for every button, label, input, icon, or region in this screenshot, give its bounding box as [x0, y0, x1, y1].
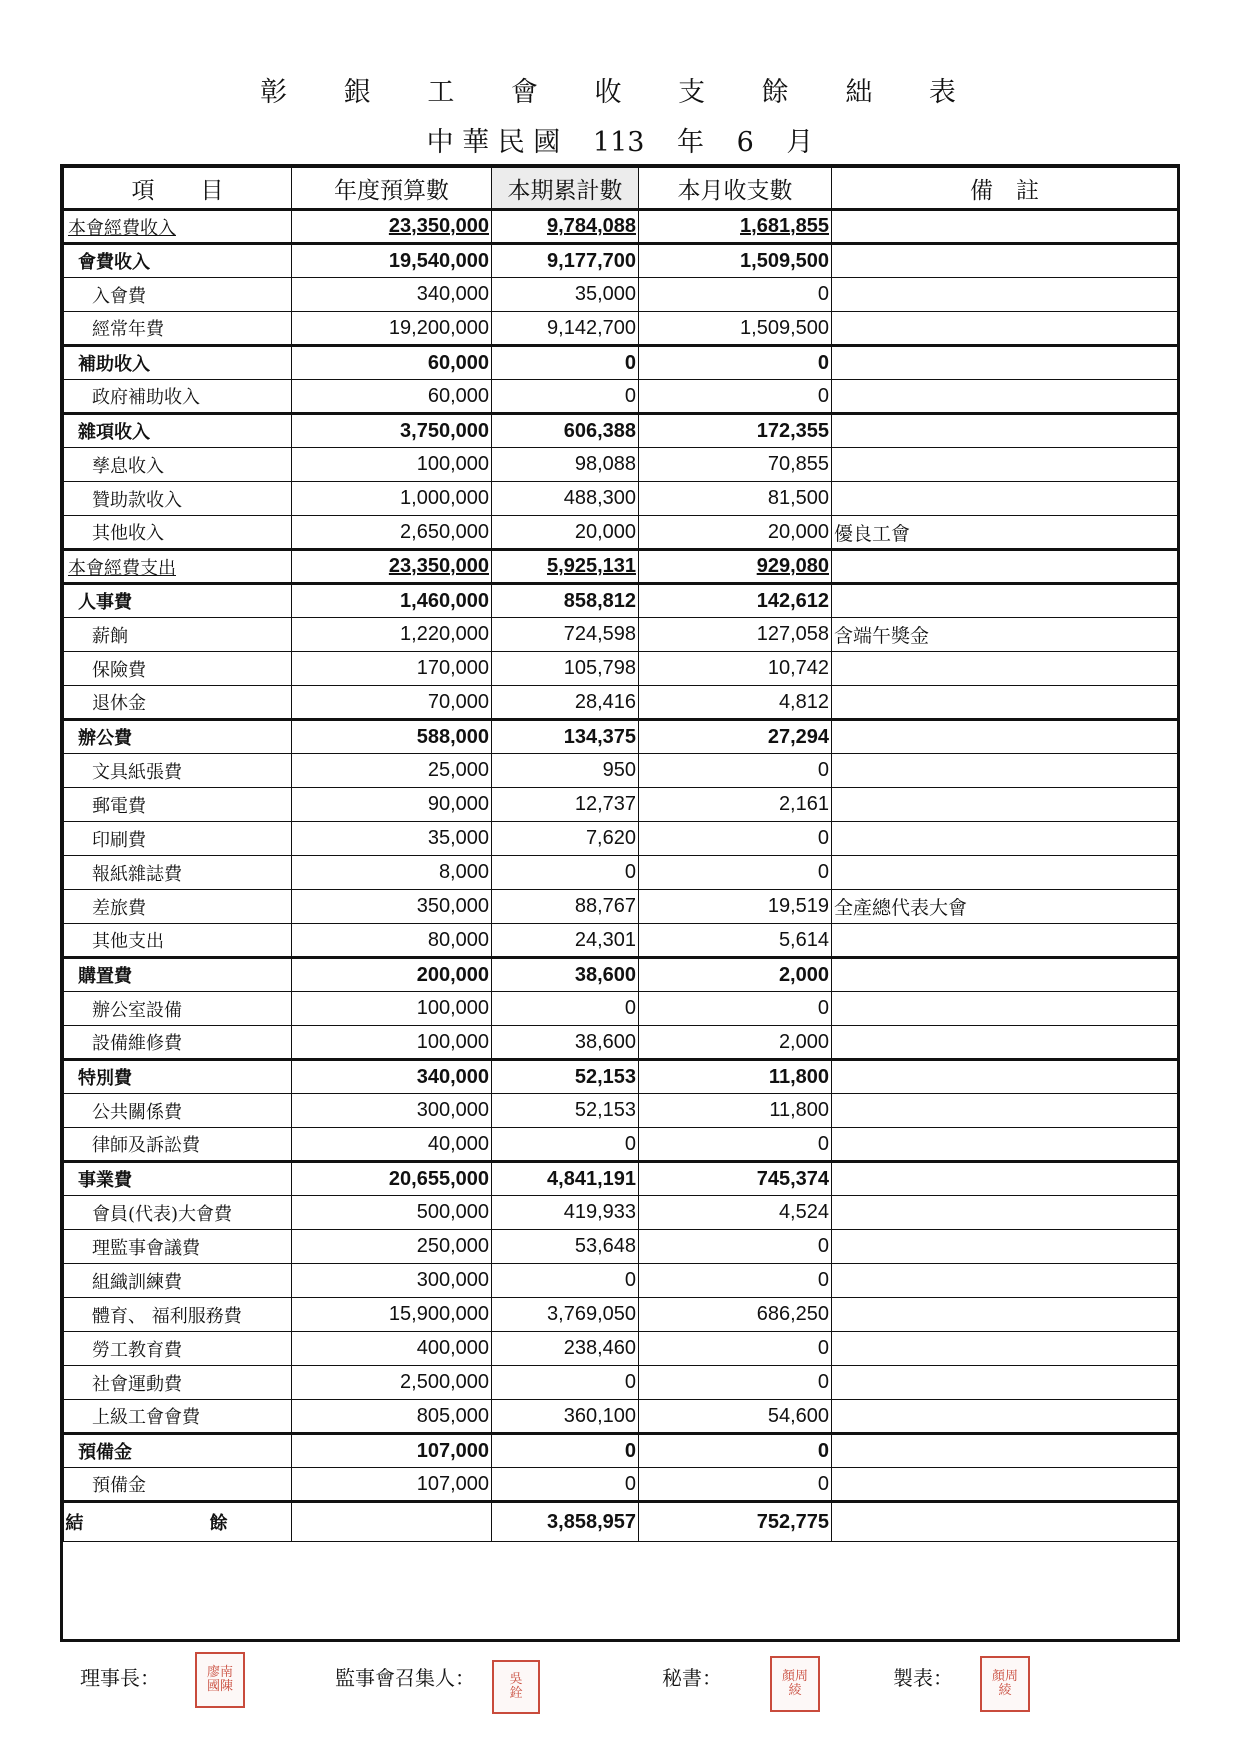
item-cell: 事業費 [64, 1162, 292, 1196]
preparer-seal-text: 顏周 綾 [991, 1669, 1018, 1698]
monthly-cell: 1,681,855 [639, 210, 832, 244]
cumulative-cell: 105,798 [492, 652, 639, 686]
cumulative-cell: 52,153 [492, 1060, 639, 1094]
item-cell: 本會經費支出 [64, 550, 292, 584]
cumulative-cell: 4,841,191 [492, 1162, 639, 1196]
monthly-cell: 19,519 [639, 890, 832, 924]
remark-cell [832, 1230, 1178, 1264]
secretary-seal [770, 1656, 820, 1712]
cumulative-cell: 28,416 [492, 686, 639, 720]
detail-row [64, 822, 1178, 856]
detail-row [64, 312, 1178, 346]
monthly-cell: 2,000 [639, 1026, 832, 1060]
remark-cell: 含端午獎金 [832, 618, 1178, 652]
budget-cell: 588,000 [292, 720, 492, 754]
cumulative-cell: 0 [492, 346, 639, 380]
cumulative-cell: 0 [492, 992, 639, 1026]
cumulative-cell: 52,153 [492, 1094, 639, 1128]
total-row [64, 1502, 1178, 1542]
item-cell: 辦公費 [64, 720, 292, 754]
remark-cell [832, 482, 1178, 516]
budget-cell: 25,000 [292, 754, 492, 788]
detail-row [64, 618, 1178, 652]
preparer-label: 製表： [893, 1666, 953, 1690]
monthly-cell: 142,612 [639, 584, 832, 618]
detail-row [64, 1400, 1178, 1434]
detail-row [64, 1196, 1178, 1230]
budget-cell: 107,000 [292, 1434, 492, 1468]
secretary-label: 秘書： [662, 1666, 722, 1690]
monthly-cell: 0 [639, 1434, 832, 1468]
budget-cell: 250,000 [292, 1230, 492, 1264]
period-era: 中 華 民 國 [426, 127, 561, 158]
detail-row [64, 516, 1178, 550]
period-month: 6 [736, 127, 754, 158]
monthly-cell: 0 [639, 380, 832, 414]
detail-row [64, 686, 1178, 720]
budget-cell: 500,000 [292, 1196, 492, 1230]
header-monthly: 本月收支數 [639, 168, 832, 210]
budget-cell: 350,000 [292, 890, 492, 924]
monthly-cell: 0 [639, 1128, 832, 1162]
monthly-cell: 0 [639, 754, 832, 788]
cumulative-cell: 858,812 [492, 584, 639, 618]
period-year-unit: 年 [677, 127, 705, 158]
monthly-cell: 10,742 [639, 652, 832, 686]
remark-cell [832, 244, 1178, 278]
header-cumulative: 本期累計數 [492, 168, 639, 210]
detail-row [64, 1094, 1178, 1128]
remark-cell [832, 652, 1178, 686]
item-cell: 社會運動費 [64, 1366, 292, 1400]
sub-row [64, 1060, 1178, 1094]
header-budget: 年度預算數 [292, 168, 492, 210]
budget-cell: 300,000 [292, 1094, 492, 1128]
item-cell: 理監事會議費 [64, 1230, 292, 1264]
remark-cell [832, 788, 1178, 822]
remark-cell [832, 1196, 1178, 1230]
budget-cell: 70,000 [292, 686, 492, 720]
remark-cell [832, 1094, 1178, 1128]
sub-row [64, 1162, 1178, 1196]
monthly-cell: 745,374 [639, 1162, 832, 1196]
detail-row [64, 448, 1178, 482]
monthly-cell: 172,355 [639, 414, 832, 448]
item-cell: 退休金 [64, 686, 292, 720]
cumulative-cell: 9,142,700 [492, 312, 639, 346]
cumulative-cell: 24,301 [492, 924, 639, 958]
detail-row [64, 1128, 1178, 1162]
cumulative-cell: 35,000 [492, 278, 639, 312]
remark-cell [832, 1400, 1178, 1434]
budget-cell: 805,000 [292, 1400, 492, 1434]
budget-cell: 107,000 [292, 1468, 492, 1502]
item-cell: 補助收入 [64, 346, 292, 380]
item-cell: 體育、 福利服務費 [64, 1298, 292, 1332]
remark-cell [832, 856, 1178, 890]
item-cell: 購置費 [64, 958, 292, 992]
remark-cell [832, 1502, 1178, 1542]
chairman-label: 理事長： [80, 1666, 160, 1690]
remark-cell [832, 312, 1178, 346]
budget-cell: 40,000 [292, 1128, 492, 1162]
period-month-unit: 月 [786, 127, 814, 158]
monthly-cell: 4,812 [639, 686, 832, 720]
budget-cell: 60,000 [292, 380, 492, 414]
budget-cell: 15,900,000 [292, 1298, 492, 1332]
item-cell: 贊助款收入 [64, 482, 292, 516]
remark-cell [832, 1162, 1178, 1196]
monthly-cell: 27,294 [639, 720, 832, 754]
remark-cell: 全產總代表大會 [832, 890, 1178, 924]
cumulative-cell: 238,460 [492, 1332, 639, 1366]
header-item: 項 目 [64, 168, 292, 210]
remark-cell [832, 1060, 1178, 1094]
cumulative-cell: 3,858,957 [492, 1502, 639, 1542]
remark-cell [832, 584, 1178, 618]
remark-cell [832, 1298, 1178, 1332]
monthly-cell: 4,524 [639, 1196, 832, 1230]
item-cell: 印刷費 [64, 822, 292, 856]
monthly-cell: 0 [639, 346, 832, 380]
remark-cell [832, 414, 1178, 448]
detail-row [64, 1230, 1178, 1264]
monthly-cell: 70,855 [639, 448, 832, 482]
chairman-seal [195, 1652, 245, 1708]
detail-row [64, 482, 1178, 516]
cumulative-cell: 5,925,131 [492, 550, 639, 584]
cumulative-cell: 419,933 [492, 1196, 639, 1230]
item-cell: 其他支出 [64, 924, 292, 958]
item-cell: 郵電費 [64, 788, 292, 822]
budget-cell: 2,500,000 [292, 1366, 492, 1400]
item-cell: 本會經費收入 [64, 210, 292, 244]
remark-cell [832, 924, 1178, 958]
item-cell: 報紙雜誌費 [64, 856, 292, 890]
cumulative-cell: 0 [492, 856, 639, 890]
item-cell: 律師及訴訟費 [64, 1128, 292, 1162]
detail-row [64, 856, 1178, 890]
major-row [64, 210, 1178, 244]
item-cell: 差旅費 [64, 890, 292, 924]
remark-cell [832, 992, 1178, 1026]
remark-cell [832, 380, 1178, 414]
detail-row [64, 992, 1178, 1026]
remark-cell [832, 720, 1178, 754]
item-cell: 政府補助收入 [64, 380, 292, 414]
cumulative-cell: 950 [492, 754, 639, 788]
monthly-cell: 686,250 [639, 1298, 832, 1332]
detail-row [64, 1264, 1178, 1298]
monthly-cell: 0 [639, 992, 832, 1026]
monthly-cell: 0 [639, 1264, 832, 1298]
budget-cell: 90,000 [292, 788, 492, 822]
item-cell: 辦公室設備 [64, 992, 292, 1026]
detail-row [64, 754, 1178, 788]
item-cell: 人事費 [64, 584, 292, 618]
budget-cell: 23,350,000 [292, 550, 492, 584]
budget-cell: 3,750,000 [292, 414, 492, 448]
remark-cell [832, 448, 1178, 482]
detail-row [64, 278, 1178, 312]
table-body [64, 210, 1178, 1542]
budget-cell: 80,000 [292, 924, 492, 958]
remark-cell [832, 346, 1178, 380]
item-cell: 組織訓練費 [64, 1264, 292, 1298]
item-cell: 孳息收入 [64, 448, 292, 482]
cumulative-cell: 38,600 [492, 1026, 639, 1060]
item-cell: 上級工會會費 [64, 1400, 292, 1434]
remark-cell [832, 1366, 1178, 1400]
detail-row [64, 652, 1178, 686]
cumulative-cell: 20,000 [492, 516, 639, 550]
budget-cell: 100,000 [292, 448, 492, 482]
monthly-cell: 54,600 [639, 1400, 832, 1434]
remark-cell [832, 1434, 1178, 1468]
monthly-cell: 0 [639, 856, 832, 890]
budget-cell: 1,000,000 [292, 482, 492, 516]
supervisor-convener-label: 監事會召集人： [335, 1666, 475, 1690]
remark-cell [832, 1128, 1178, 1162]
remark-cell [832, 1026, 1178, 1060]
monthly-cell: 2,161 [639, 788, 832, 822]
budget-cell: 2,650,000 [292, 516, 492, 550]
cumulative-cell: 9,784,088 [492, 210, 639, 244]
cumulative-cell: 88,767 [492, 890, 639, 924]
budget-cell: 400,000 [292, 1332, 492, 1366]
sub-row [64, 584, 1178, 618]
detail-row [64, 924, 1178, 958]
cumulative-cell: 0 [492, 1264, 639, 1298]
remark-cell: 優良工會 [832, 516, 1178, 550]
budget-cell: 60,000 [292, 346, 492, 380]
monthly-cell: 5,614 [639, 924, 832, 958]
item-cell: 預備金 [64, 1468, 292, 1502]
monthly-cell: 1,509,500 [639, 244, 832, 278]
cumulative-cell: 0 [492, 1434, 639, 1468]
remark-cell [832, 754, 1178, 788]
item-cell: 預備金 [64, 1434, 292, 1468]
sub-row [64, 414, 1178, 448]
supervisor-convener-seal-text: 吳 銓 [509, 1672, 523, 1701]
remark-cell [832, 1264, 1178, 1298]
monthly-cell: 0 [639, 1332, 832, 1366]
budget-cell: 170,000 [292, 652, 492, 686]
monthly-cell: 2,000 [639, 958, 832, 992]
cumulative-cell: 3,769,050 [492, 1298, 639, 1332]
cumulative-cell: 53,648 [492, 1230, 639, 1264]
monthly-cell: 0 [639, 822, 832, 856]
remark-cell [832, 278, 1178, 312]
budget-cell: 200,000 [292, 958, 492, 992]
header-row [64, 168, 1178, 210]
cumulative-cell: 724,598 [492, 618, 639, 652]
detail-row [64, 380, 1178, 414]
budget-cell: 340,000 [292, 1060, 492, 1094]
item-cell: 其他收入 [64, 516, 292, 550]
budget-cell: 1,460,000 [292, 584, 492, 618]
detail-row [64, 1298, 1178, 1332]
detail-row [64, 1332, 1178, 1366]
item-cell: 勞工教育費 [64, 1332, 292, 1366]
budget-cell: 35,000 [292, 822, 492, 856]
monthly-cell: 20,000 [639, 516, 832, 550]
secretary-seal-text: 顏周 綾 [781, 1669, 808, 1698]
detail-row [64, 1366, 1178, 1400]
cumulative-cell: 134,375 [492, 720, 639, 754]
sub-row [64, 958, 1178, 992]
cumulative-cell: 488,300 [492, 482, 639, 516]
cumulative-cell: 38,600 [492, 958, 639, 992]
item-cell: 文具紙張費 [64, 754, 292, 788]
monthly-cell: 81,500 [639, 482, 832, 516]
monthly-cell: 127,058 [639, 618, 832, 652]
cumulative-cell: 606,388 [492, 414, 639, 448]
statement-table [63, 167, 1178, 1542]
cumulative-cell: 0 [492, 1128, 639, 1162]
monthly-cell: 1,509,500 [639, 312, 832, 346]
remark-cell [832, 1332, 1178, 1366]
budget-cell [292, 1502, 492, 1542]
monthly-cell: 0 [639, 1230, 832, 1264]
remark-cell [832, 210, 1178, 244]
cumulative-cell: 360,100 [492, 1400, 639, 1434]
budget-cell: 23,350,000 [292, 210, 492, 244]
budget-cell: 8,000 [292, 856, 492, 890]
monthly-cell: 752,775 [639, 1502, 832, 1542]
budget-cell: 20,655,000 [292, 1162, 492, 1196]
preparer-seal [980, 1656, 1030, 1712]
sub-row [64, 720, 1178, 754]
cumulative-cell: 0 [492, 380, 639, 414]
detail-row [64, 890, 1178, 924]
budget-cell: 19,540,000 [292, 244, 492, 278]
cumulative-cell: 12,737 [492, 788, 639, 822]
document-title: 彰 銀 工 會 收 支 餘 絀 表 [260, 77, 980, 108]
remark-cell [832, 1468, 1178, 1502]
cumulative-cell: 98,088 [492, 448, 639, 482]
item-cell: 經常年費 [64, 312, 292, 346]
item-cell: 薪餉 [64, 618, 292, 652]
budget-cell: 100,000 [292, 992, 492, 1026]
item-cell: 特別費 [64, 1060, 292, 1094]
detail-row [64, 1026, 1178, 1060]
document-period [0, 120, 1240, 159]
sub-row [64, 1434, 1178, 1468]
remark-cell [832, 958, 1178, 992]
monthly-cell: 11,800 [639, 1060, 832, 1094]
item-cell: 會費收入 [64, 244, 292, 278]
monthly-cell: 929,080 [639, 550, 832, 584]
major-row [64, 550, 1178, 584]
remark-cell [832, 822, 1178, 856]
item-cell: 入會費 [64, 278, 292, 312]
budget-cell: 340,000 [292, 278, 492, 312]
monthly-cell: 0 [639, 1468, 832, 1502]
monthly-cell: 0 [639, 1366, 832, 1400]
item-cell: 設備維修費 [64, 1026, 292, 1060]
item-cell: 會員(代表)大會費 [64, 1196, 292, 1230]
chairman-seal-text: 廖南 國陳 [206, 1665, 233, 1694]
cumulative-cell: 0 [492, 1468, 639, 1502]
supervisor-convener-seal [492, 1660, 540, 1714]
cumulative-cell: 7,620 [492, 822, 639, 856]
monthly-cell: 0 [639, 278, 832, 312]
cumulative-cell: 9,177,700 [492, 244, 639, 278]
detail-row [64, 788, 1178, 822]
header-remark: 備 註 [832, 168, 1178, 210]
cumulative-cell: 0 [492, 1366, 639, 1400]
item-cell: 保險費 [64, 652, 292, 686]
budget-cell: 19,200,000 [292, 312, 492, 346]
budget-cell: 1,220,000 [292, 618, 492, 652]
item-cell: 公共關係費 [64, 1094, 292, 1128]
sub-row [64, 346, 1178, 380]
detail-row [64, 1468, 1178, 1502]
item-cell: 雜項收入 [64, 414, 292, 448]
monthly-cell: 11,800 [639, 1094, 832, 1128]
remark-cell [832, 686, 1178, 720]
item-cell: 結 餘 [64, 1502, 292, 1542]
budget-cell: 100,000 [292, 1026, 492, 1060]
budget-cell: 300,000 [292, 1264, 492, 1298]
period-year: 113 [592, 127, 645, 158]
remark-cell [832, 550, 1178, 584]
sub-row [64, 244, 1178, 278]
statement-table-frame [60, 164, 1180, 1642]
